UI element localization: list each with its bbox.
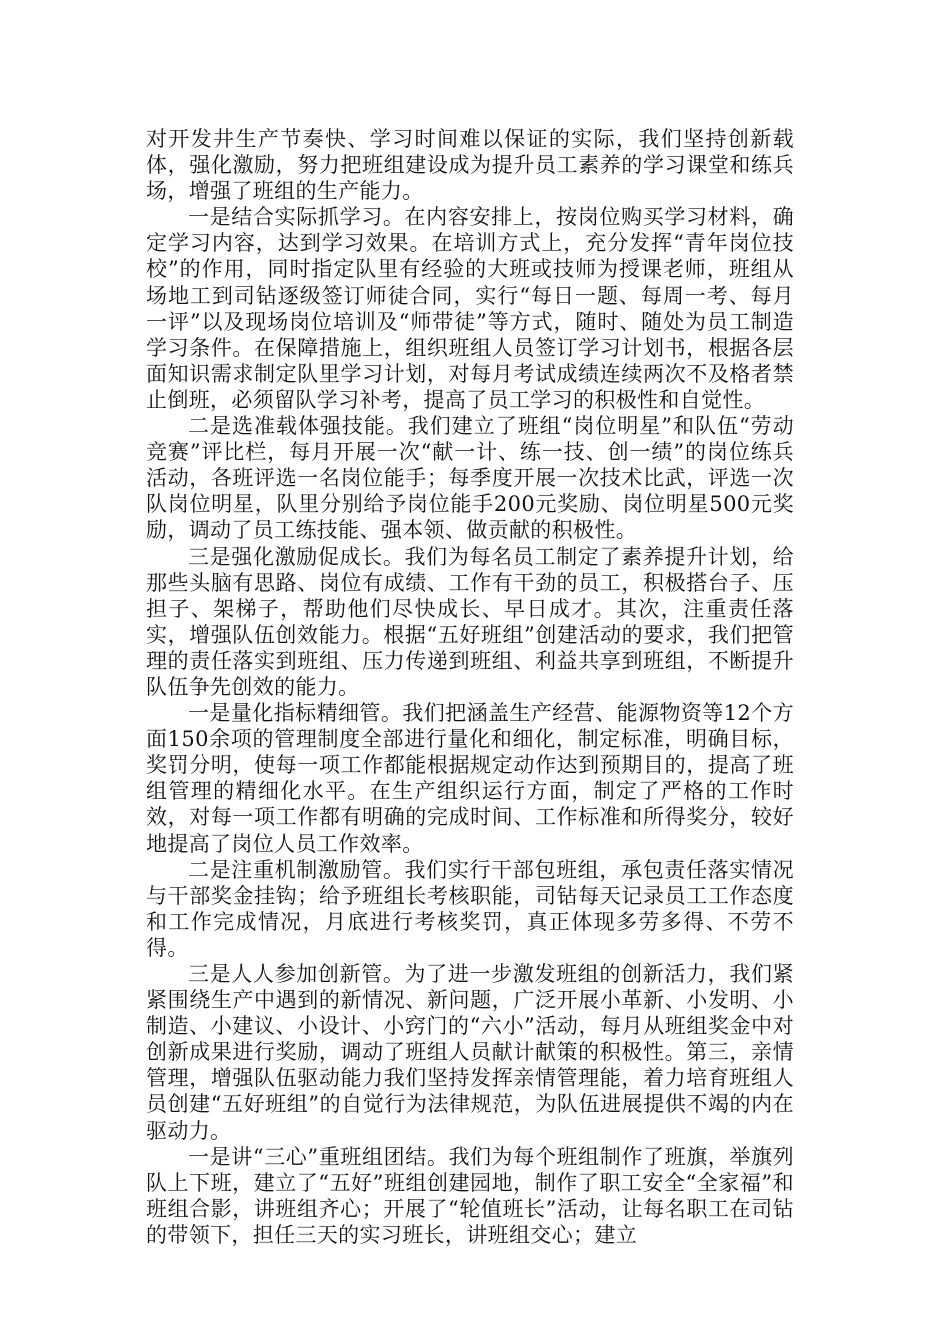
paragraph-growth: 三是强化激励促成长。我们为每名员工制定了素养提升计划，给那些头脑有思路、岗位有成绩、工作有干劲的员工，积极搭台子、压担子、架梯子，帮助他们尽快成长、早日成才。其次，注重责任落实，增强队伍创效能力。根据“五好班组”创建活动的要求，我们把管理的责任落实到班组、压力传递到班组、利益共享到班组，不断提升队伍争先创效的能力。 [146, 544, 794, 699]
paragraph-quantify: 一是量化指标精细管。我们把涵盖生产经营、能源物资等12个方面150余项的管理制度全部进行量化和细化，制定标准，明确目标，奖罚分明，使每一项工作都能根据规定动作达到预期目的，提高了班组管理的精细化水平。在生产组织运行方面，制定了严格的工作时效，对每一项工作都有明确的完成时间、工作标准和所得奖分，较好地提高了岗位人员工作效率。 [146, 701, 794, 856]
paragraph-unity: 一是讲“三心”重班组团结。我们为每个班组制作了班旗，举旗列队上下班，建立了“五好”班组创建园地，制作了职工安全“全家福”和班组合影，讲班组齐心；开展了“轮值班长”活动，让每名职工在司钻的带领下，担任三天的实习班长，讲班组交心；建立 [146, 1144, 794, 1247]
paragraph-incentive: 二是注重机制激励管。我们实行干部包班组，承包责任落实情况与干部奖金挂钩；给予班组长考核职能，司钻每天记录员工工作态度和工作完成情况，月底进行考核奖罚，真正体现多劳多得、不劳不得。 [146, 857, 794, 960]
paragraph-skills: 二是选准载体强技能。我们建立了班组“岗位明星”和队伍“劳动竞赛”评比栏，每月开展一次“献一计、练一技、创一绩”的岗位练兵活动，各班评选一名岗位能手；每季度开展一次技术比武，评选一次队岗位明星，队里分别给予岗位能手200元奖励、岗位明星500元奖励，调动了员工练技能、强本领、做贡献的积极性。 [146, 414, 794, 543]
document-body [146, 126, 794, 1248]
paragraph-innovation: 三是人人参加创新管。为了进一步激发班组的创新活力，我们紧紧围绕生产中遇到的新情况、新问题，广泛开展小革新、小发明、小制造、小建议、小设计、小窍门的“六小”活动，每月从班组奖金中对创新成果进行奖励，调动了班组人员献计献策的积极性。第三，亲情管理，增强队伍驱动能力我们坚持发挥亲情管理能，着力培育班组人员创建“五好班组”的自觉行为法律规范，为队伍进展提供不竭的内在驱动力。 [146, 962, 794, 1143]
paragraph-learning: 一是结合实际抓学习。在内容安排上，按岗位购买学习材料，确定学习内容，达到学习效果。在培训方式上，充分发挥“青年岗位技校”的作用，同时指定队里有经验的大班或技师为授课老师，班组从场地工到司钻逐级签订师徒合同，实行“每日一题、每周一考、每月一评”以及现场岗位培训及“师带徒”等方式，随时、随处为员工制造学习条件。在保障措施上，组织班组人员签订学习计划书，根据各层面知识需求制定队里学习计划，对每月考试成绩连续两次不及格者禁止倒班，必须留队学习补考，提高了员工学习的积极性和自觉性。 [146, 205, 794, 412]
paragraph-intro: 对开发井生产节奏快、学习时间难以保证的实际，我们坚持创新载体，强化激励，努力把班组建设成为提升员工素养的学习课堂和练兵场，增强了班组的生产能力。 [146, 127, 794, 204]
